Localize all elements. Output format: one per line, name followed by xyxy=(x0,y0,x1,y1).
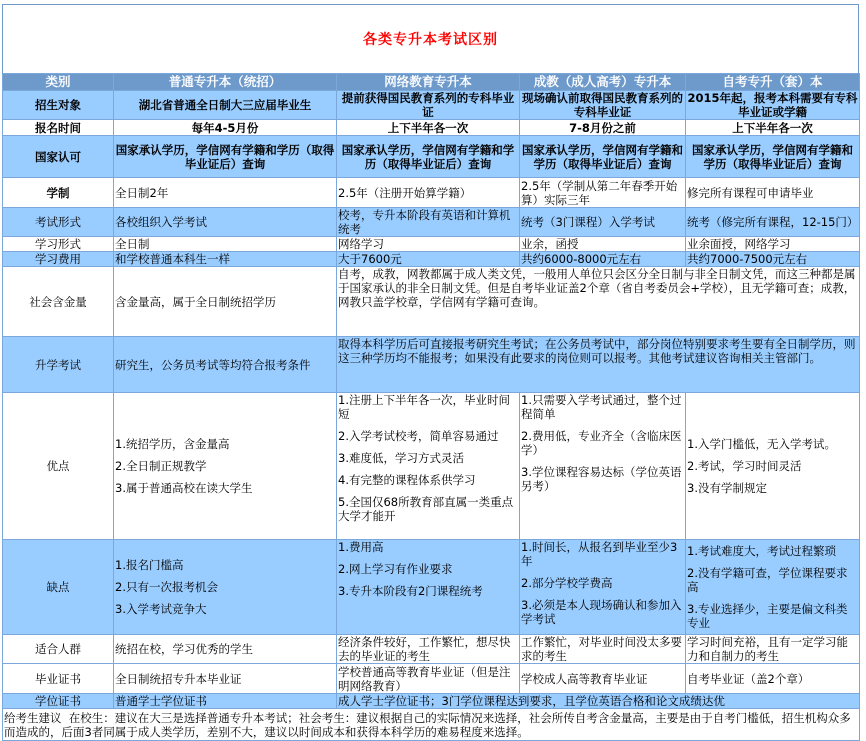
title-cell xyxy=(2,4,859,73)
comparison-sheet xyxy=(2,4,859,741)
row-label: 国家认可 xyxy=(3,136,114,178)
advice-text: 给考生建议 在校生：建议在大三是选择普通专升本考试；社会考生：建议根据自己的实际情况来选择，社会所传自考含金量高，主要是由于自考门槛低，招生机构众多 而造成的，后面3者同属于成人类学历，差别不大，建议以时间成本和获得本科学历的难易程度来选择。 xyxy=(4,710,859,739)
table-cell: 工作繁忙，对毕业时间没太多要求的考生 xyxy=(520,635,686,664)
row-diploma xyxy=(3,664,860,694)
table-cell: 学校普通高等教育毕业证（但是注明网络教育） xyxy=(337,664,520,694)
table-cell: 全日制 xyxy=(114,237,337,252)
cell-list xyxy=(337,393,520,540)
table-cell: 2.5年（学制从第二年春季开始算）实际三年 xyxy=(520,178,686,208)
list-item: 2.网上学习有作业要求 xyxy=(338,562,453,576)
list-item: 3.专业选择少，主要是偏文科类专业 xyxy=(687,602,848,630)
table-cell: 每年4-5月份 xyxy=(114,120,337,136)
row-label: 学制 xyxy=(3,178,114,208)
table-cell: 业余，函授 xyxy=(520,237,686,252)
cell-list xyxy=(520,540,686,635)
column-header: 普通专升本（统招） xyxy=(114,74,337,91)
row-label: 适合人群 xyxy=(3,635,114,664)
table-cell: 湖北省普通全日制大三应届毕业生 xyxy=(114,91,337,120)
table-cell: 统招在校，学习优秀的学生 xyxy=(114,635,337,664)
list-item: 1.报名门槛高 xyxy=(115,558,184,572)
table-cell: 成人学士学位证书；3门学位课程达到要求，且学位英语合格和论文成绩达优 xyxy=(337,694,860,709)
list-item: 2.考试，学习时间灵活 xyxy=(687,459,802,473)
list-item: 3.必须是本人现场确认和参加入学考试 xyxy=(521,598,682,626)
row-suitable xyxy=(3,635,860,664)
row-recognition xyxy=(3,136,860,178)
row-duration xyxy=(3,178,860,208)
row-label: 学习形式 xyxy=(3,237,114,252)
table-cell: 共约7000-7500元左右 xyxy=(686,252,860,267)
row-target xyxy=(3,91,860,120)
row-label: 缺点 xyxy=(3,540,114,635)
row-exam-form xyxy=(3,208,860,237)
table-cell: 校考，专升本阶段有英语和计算机统考 xyxy=(337,208,520,237)
row-label: 招生对象 xyxy=(3,91,114,120)
table-cell: 业余面授，网络学习 xyxy=(686,237,860,252)
table-cell: 和学校普通本科生一样 xyxy=(114,252,337,267)
advice-row xyxy=(3,709,860,741)
row-label: 优点 xyxy=(3,393,114,540)
page-title: 各类专升本考试区别 xyxy=(363,32,498,48)
table-cell: 2015年起，报考本科需要有专科毕业证或学籍 xyxy=(687,91,858,119)
comparison-table xyxy=(2,73,860,741)
cell-list xyxy=(337,540,520,635)
list-item: 1.考试难度大，考试过程繁琐 xyxy=(687,544,836,558)
table-cell: 自考，成教，网教都属于成人类文凭，一般用人单位只会区分全日制与非全日制文凭，而这三种都是属于国家承认的非全日制文凭。但是自考毕业证盖2个章（省自考委员会+学校），且无学籍可查；成教，网教只盖学校章，学信网有学籍可查询。 xyxy=(337,267,860,337)
column-header: 网络教育专升本 xyxy=(337,74,520,91)
table-cell: 普通学士学位证书 xyxy=(114,694,337,709)
row-study-form xyxy=(3,237,860,252)
row-label: 学习费用 xyxy=(3,252,114,267)
table-cell: 统考（3门课程）入学考试 xyxy=(520,208,686,237)
column-header: 类别 xyxy=(3,74,114,91)
list-item: 5.全国仅68所教育部直属一类重点大学才能开 xyxy=(338,495,514,523)
list-item: 1.费用高 xyxy=(338,540,384,554)
list-item: 3.没有学制规定 xyxy=(687,481,767,495)
table-cell: 提前获得国民教育系列的专科毕业证 xyxy=(337,91,520,120)
list-item: 3.属于普通高校在读大学生 xyxy=(115,481,253,495)
table-cell: 7-8月份之前 xyxy=(520,120,686,136)
list-item: 3.专升本阶段有2门课程统考 xyxy=(338,584,483,598)
table-cell: 经济条件较好，工作繁忙，想尽快去的毕业证的考生 xyxy=(337,635,520,664)
cell-list xyxy=(686,393,860,540)
list-item: 2.没有学籍可查，学位课程要求高 xyxy=(687,566,848,594)
list-item: 1.只需要入学考试通过，整个过程简单 xyxy=(521,393,682,421)
row-label: 升学考试 xyxy=(3,337,114,393)
row-label: 考试形式 xyxy=(3,208,114,237)
table-cell: 各校组织入学考试 xyxy=(114,208,337,237)
table-cell: 现场确认前取得国民教育系列的专科毕业证 xyxy=(520,91,686,120)
row-label: 报名时间 xyxy=(3,120,114,136)
row-label: 毕业证书 xyxy=(3,664,114,694)
list-item: 3.入学考试竞争大 xyxy=(115,602,207,616)
table-cell: 上下半年各一次 xyxy=(686,120,860,136)
cell-list xyxy=(686,540,860,635)
row-social-value xyxy=(3,267,860,337)
table-cell: 网络学习 xyxy=(337,237,520,252)
row-disadvantages xyxy=(3,540,860,635)
table-cell: 国家承认学历，学信网有学籍和学历（取得毕业证后）查询 xyxy=(337,136,520,178)
list-item: 2.只有一次报考机会 xyxy=(115,580,218,594)
column-header: 成教（成人高考）专升本 xyxy=(520,74,686,91)
table-cell: 修完所有课程可申请毕业 xyxy=(686,178,860,208)
list-item: 1.注册上下半年各一次，毕业时间短 xyxy=(338,393,510,421)
table-cell: 国家承认学历，学信网有学籍和学历（取得毕业证后）查询 xyxy=(520,136,686,178)
row-further-exam xyxy=(3,337,860,393)
list-item: 2.全日制正规教学 xyxy=(115,459,207,473)
table-cell: 学校成人高等教育毕业证 xyxy=(520,664,686,694)
row-signup-time xyxy=(3,120,860,136)
list-item: 4.有完整的课程体系供学习 xyxy=(338,473,476,487)
table-cell: 全日制统招专升本毕业证 xyxy=(114,664,337,694)
row-label: 社会含金量 xyxy=(3,267,114,337)
row-degree xyxy=(3,694,860,709)
row-label: 学位证书 xyxy=(3,694,114,709)
table-cell: 统考（修完所有课程，12-15门） xyxy=(686,208,860,237)
list-item: 2.部分学校学费高 xyxy=(521,576,613,590)
table-cell: 自考毕业证（盖2个章） xyxy=(686,664,860,694)
table-cell: 学习时间充裕，且有一定学习能力和自制力的考生 xyxy=(686,635,860,664)
row-advantages xyxy=(3,393,860,540)
table-cell: 含金量高，属于全日制统招学历 xyxy=(114,267,337,337)
table-cell: 共约6000-8000元左右 xyxy=(520,252,686,267)
cell-list xyxy=(520,393,686,540)
table-cell: 全日制2年 xyxy=(114,178,337,208)
cell-list xyxy=(114,393,337,540)
table-cell: 上下半年各一次 xyxy=(337,120,520,136)
row-fee xyxy=(3,252,860,267)
cell-list xyxy=(114,540,337,635)
list-item: 2.入学考试校考，简单容易通过 xyxy=(338,429,499,443)
list-item: 1.统招学历，含金量高 xyxy=(115,437,230,451)
list-item: 1.时间长，从报名到毕业至少3年 xyxy=(521,540,678,568)
table-cell: 国家承认学历，学信网有学籍和学历（取得毕业证后）查询 xyxy=(114,136,337,178)
table-cell: 取得本科学历后可直接报考研究生考试；在公务员考试中，部分岗位特别要求考生要有全日制学历，则这三种学历均不能报考；如果没有此要求的岗位则可以报考。其他考试建议咨询相关主管部门。 xyxy=(337,337,860,393)
table-cell: 2.5年（注册开始算学籍） xyxy=(337,178,520,208)
column-header: 自考专升（套）本 xyxy=(686,74,860,91)
list-item: 3.学位课程容易达标（学位英语另考） xyxy=(521,465,682,493)
table-cell: 研究生，公务员考试等均符合报考条件 xyxy=(114,337,337,393)
list-item: 1.入学门槛低，无入学考试。 xyxy=(687,437,836,451)
header-row xyxy=(3,74,860,91)
list-item: 3.难度低，学习方式灵活 xyxy=(338,451,464,465)
table-cell: 国家承认学历，学信网有学籍和学历（取得毕业证后）查询 xyxy=(686,136,860,178)
table-cell: 大于7600元 xyxy=(337,252,520,267)
list-item: 2.费用低，专业齐全（含临床医学） xyxy=(521,429,682,457)
